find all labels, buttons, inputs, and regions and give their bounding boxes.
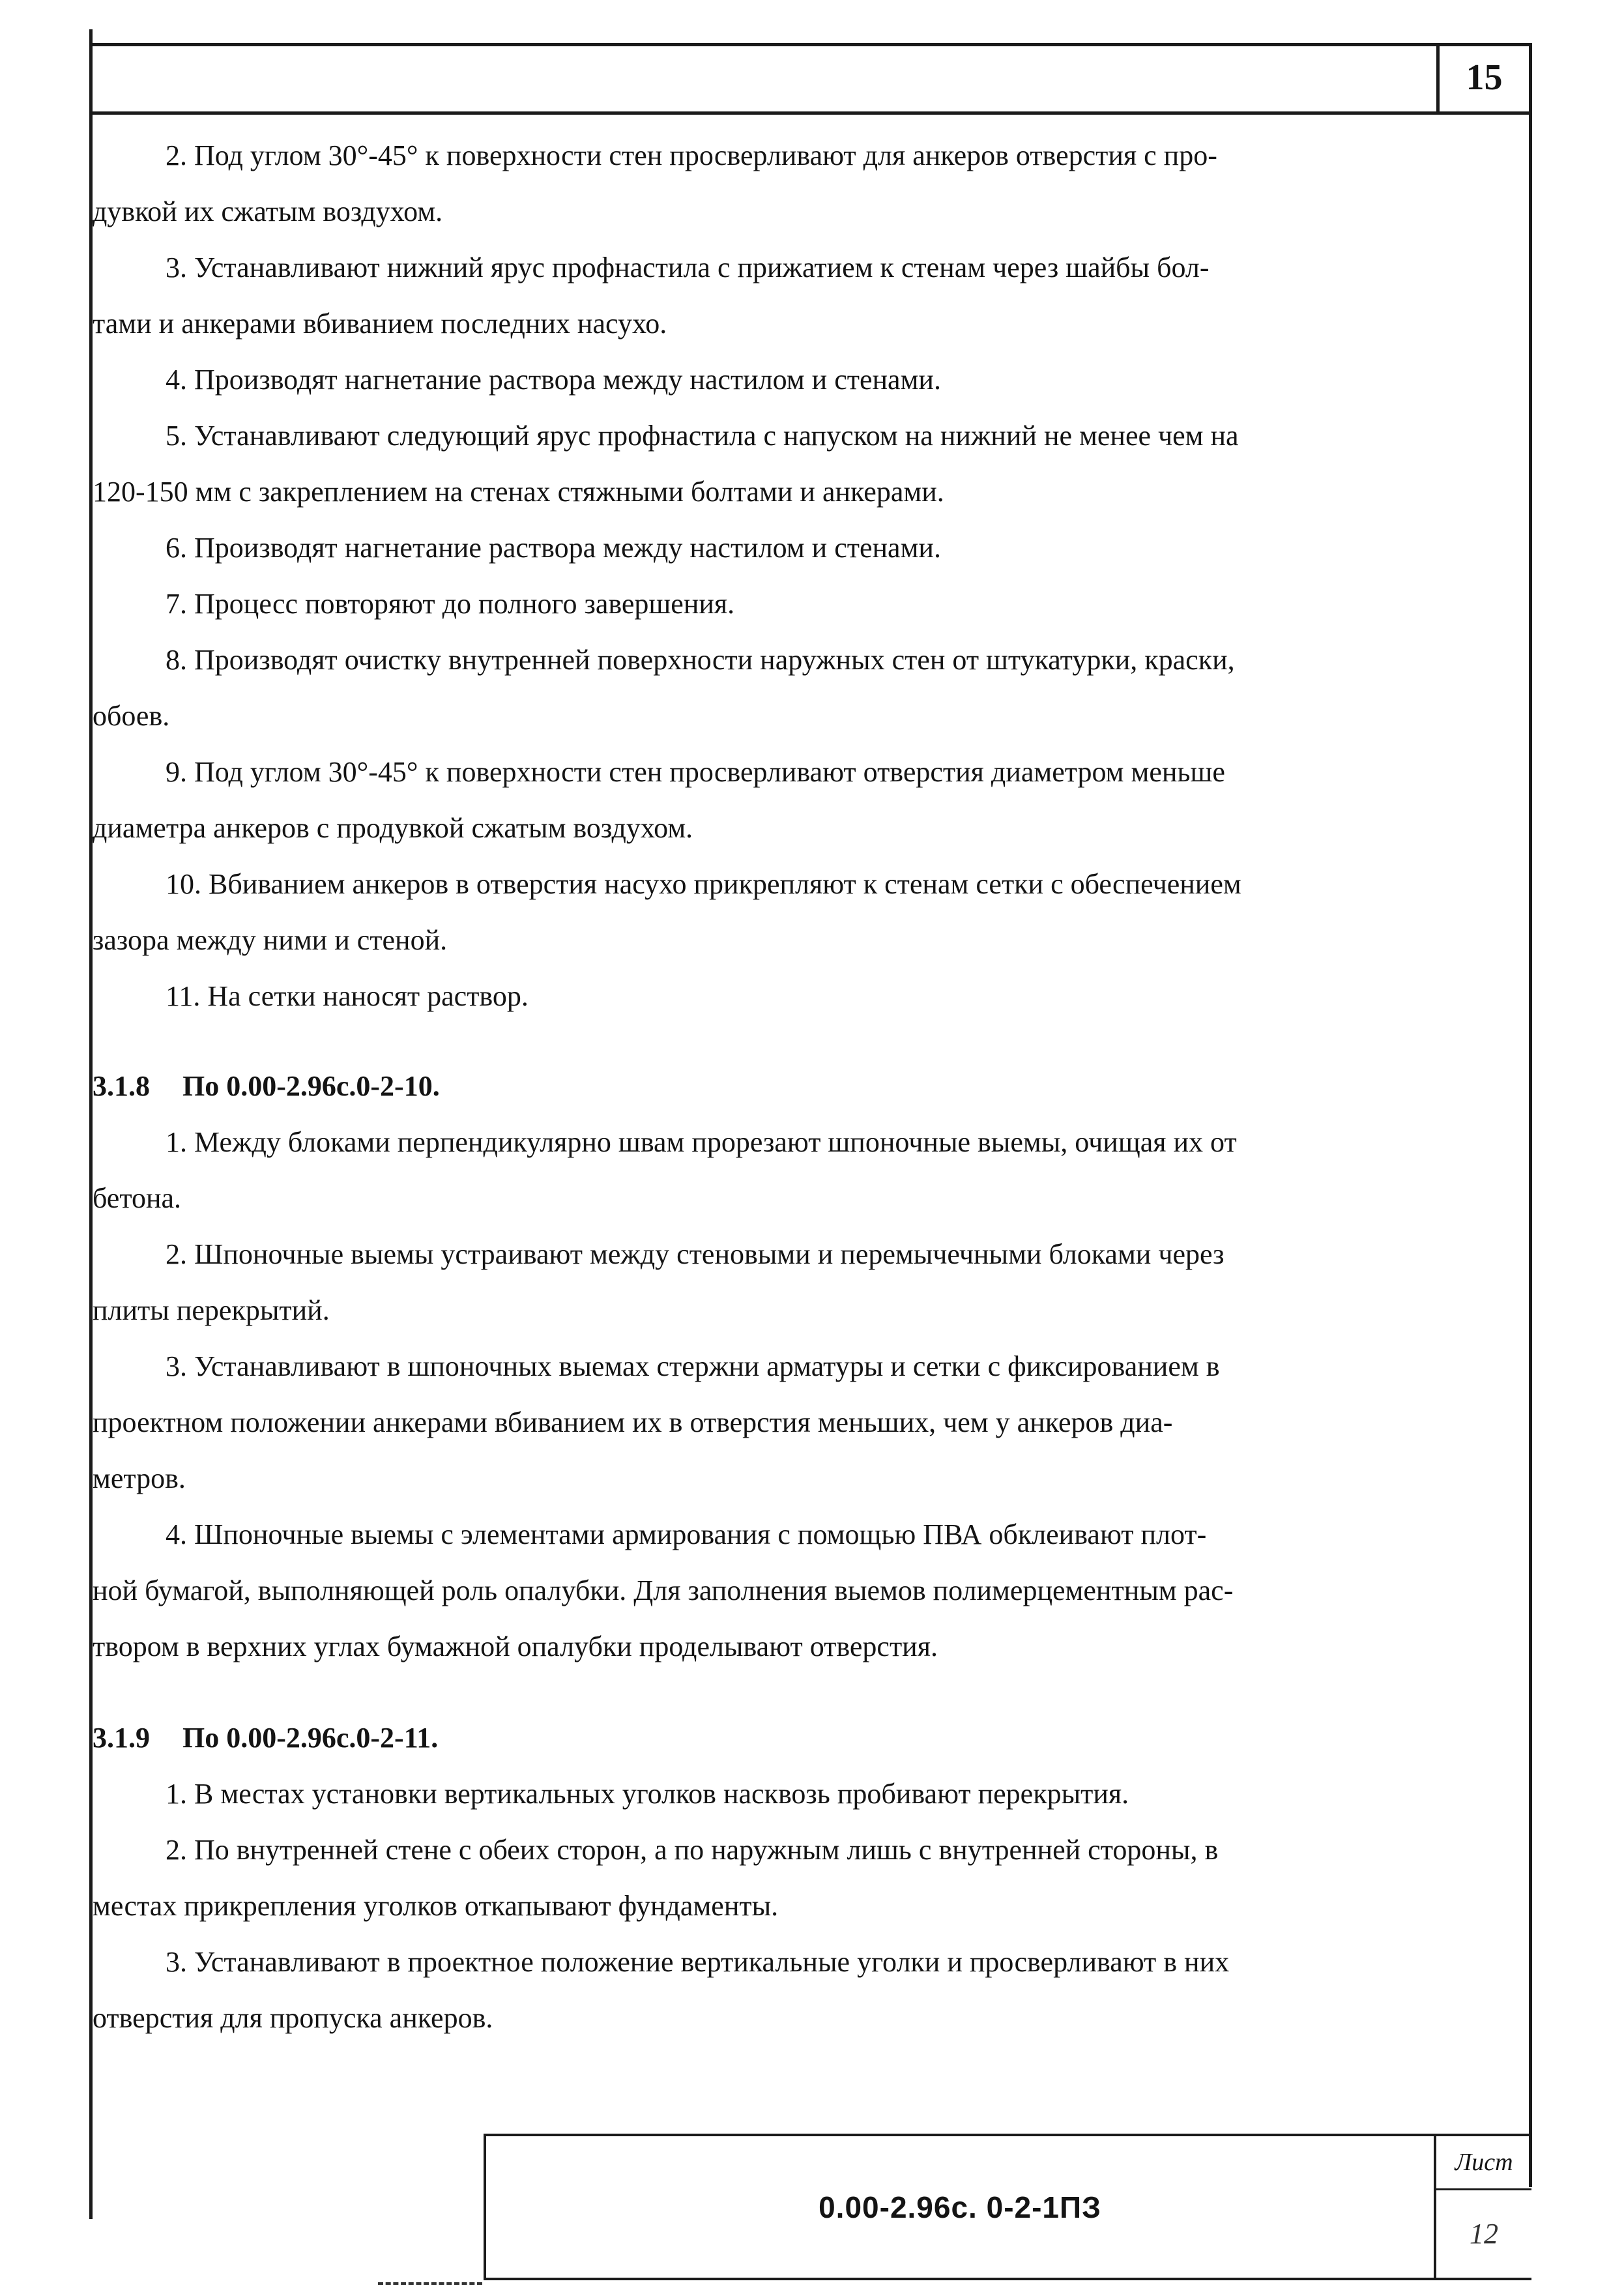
paragraph-6: 6. Производят нагнетание раствора между настилом и стенами. [166,532,941,564]
frame-border-right [1529,43,1532,2187]
section-3-1-8-item-3: 3. Устанавливают в шпоночных выемах стержни арматуры и сетки с фиксированием в проектном положении анкерами вбиванием их в отверстия меньших, чем у анкеров диа- метров. [93,1350,1220,1494]
section-3-1-8-item-1: 1. Между блоками перпендикулярно швам прорезают шпоночные выемы, очищая их от бетона. [93,1126,1237,1214]
sheet-label: Лист [1455,2149,1513,2176]
paragraph-4: 4. Производят нагнетание раствора между настилом и стенами. [166,364,941,396]
title-block-bottom-border [484,2278,1531,2280]
section-3-1-9-item-1: 1. В местах установки вертикальных уголков насквозь пробивают перекрытия. [166,1778,1129,1810]
paragraph-7: 7. Процесс повторяют до полного завершения. [166,588,735,620]
section-3-1-9-item-2: 2. По внутренней стене с обеих сторон, а по наружным лишь с внутренней стороны, в местах прикрепления уголков откапывают фундаменты. [93,1834,1219,1922]
document-code: 0.00-2.96с. 0-2-1ПЗ [819,2190,1101,2224]
paragraph-5: 5. Устанавливают следующий ярус профнастила с напуском на нижний не менее чем на 120-150 мм с закреплением на стенах стяжными болтами и анкерами. [93,420,1239,508]
paragraph-10: 10. Вбиванием анкеров в отверстия насухо прикрепляют к стенам сетки с обеспечением зазора между ними и стеной. [93,868,1241,956]
paragraph-3: 3. Устанавливают нижний ярус профнастила с прижатием к стенам через шайбы бол- тами и анкерами вбиванием последних насухо. [93,252,1210,340]
frame-header-line [89,111,1532,115]
document-body [93,128,1524,2046]
paragraph-11: 11. На сетки наносят раствор. [166,980,529,1012]
paragraph-9: 9. Под углом 30°-45° к поверхности стен просверливают отверстия диаметром меньше диаметра анкеров с продувкой сжатым воздухом. [93,756,1225,844]
page-number: 15 [1466,57,1503,98]
section-heading-3-1-8: 3.1.8 По 0.00-2.96с.0-2-10. [93,1070,440,1102]
sheet-number: 12 [1470,2217,1498,2250]
paragraph-2: 2. Под углом 30°-45° к поверхности стен просверливают для анкеров отверстия с про- дувкой их сжатым воздухом. [93,139,1217,227]
paragraph-8: 8. Производят очистку внутренней поверхности наружных стен от штукатурки, краски, обоев. [93,644,1235,732]
bottom-dash-line [378,2282,482,2285]
frame-border-top [89,43,1532,46]
sheet-cell-divider [1434,2188,1531,2190]
section-3-1-8-item-2: 2. Шпоночные выемы устраивают между стеновыми и перемычечными блоками через плиты перекрытий. [93,1238,1225,1326]
section-heading-3-1-9: 3.1.9 По 0.00-2.96с.0-2-11. [93,1722,439,1754]
section-3-1-8-item-4: 4. Шпоночные выемы с элементами армирования с помощью ПВА обклеивают плот- ной бумагой, выполняющей роль опалубки. Для заполнения выемов полимерцементным рас- твором в верхних углах бумажной опалубки проделывают отверстия. [93,1518,1234,1662]
section-3-1-9-item-3: 3. Устанавливают в проектное положение вертикальные уголки и просверливают в них отверстия для пропуска анкеров. [93,1946,1230,2034]
